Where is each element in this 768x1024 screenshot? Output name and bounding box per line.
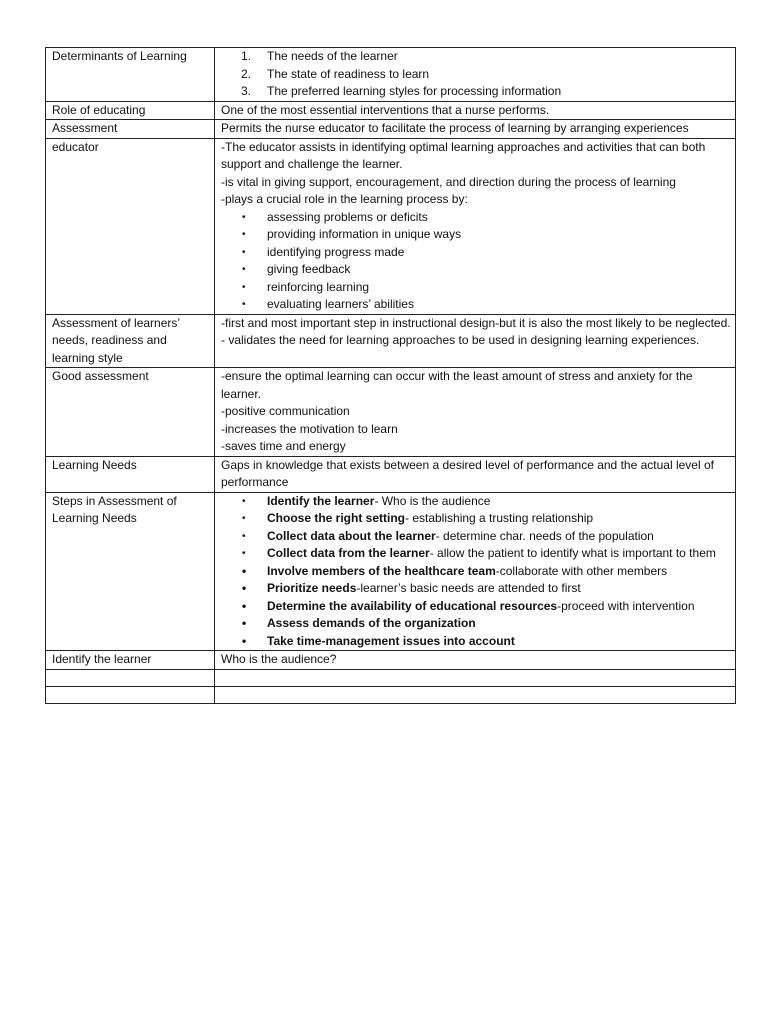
table-row [46, 314, 736, 368]
numbered-list [221, 48, 731, 101]
table-row [46, 456, 736, 492]
step-item: • Prioritize needs-learner’s basic needs are attended to first [221, 580, 731, 598]
bullet-icon: • [242, 581, 247, 595]
bullet-icon: • [242, 264, 246, 275]
term-cell: Identify the learner [46, 651, 215, 670]
table-row [46, 120, 736, 139]
bullet-icon: • [242, 246, 246, 258]
steps-list [221, 563, 731, 651]
step-item: • Choose the right setting- establishing a trusting relationship [221, 510, 731, 528]
term-cell [46, 669, 215, 686]
step-item: • Assess demands of the organization [221, 615, 731, 633]
text-line: - validates the need for learning approaches to be used in designing learning experiences. [221, 333, 700, 347]
empty-row [46, 686, 736, 703]
term-cell: Learning Needs [46, 456, 215, 492]
table-row [46, 48, 736, 102]
bullet-list [221, 209, 731, 314]
text-line: -positive communication [221, 404, 350, 418]
bullet-icon: • [242, 598, 247, 613]
step-item: • Collect data about the learner- determine char. needs of the population [221, 528, 731, 546]
term-cell: Determinants of Learning [46, 48, 215, 102]
list-item: 2. The state of readiness to learn [241, 66, 430, 81]
text-line: -is vital in giving support, encouragement, and direction during the process of learning [221, 174, 676, 189]
text-line: -plays a crucial role in the learning process by: [221, 192, 468, 206]
list-item: • reinforcing learning [221, 279, 731, 297]
list-item: • providing information in unique ways [221, 226, 731, 244]
bullet-icon: • [242, 563, 247, 578]
definition-cell [215, 686, 736, 703]
definition-cell: Gaps in knowledge that exists between a desired level of performance and the actual level of performance [215, 456, 736, 492]
empty-row [46, 669, 736, 686]
definition-cell [215, 492, 736, 651]
bullet-icon: • [242, 548, 246, 559]
term-cell: Assessment of learners’ needs, readiness and learning style [46, 314, 215, 368]
list-item: 3. The preferred learning styles for processing information [241, 84, 562, 98]
definition-cell [215, 368, 736, 457]
bullet-icon: • [242, 633, 247, 648]
step-item: • Determine the availability of educational resources-proceed with intervention [221, 598, 731, 616]
table-row [46, 138, 736, 314]
step-item: • Take time-management issues into account [221, 633, 731, 651]
text-line: -first and most important step in instructional design-but it is also the most likely to be neglected. [221, 315, 731, 330]
text-line: -saves time and energy [221, 439, 346, 453]
term-cell: Role of educating [46, 101, 215, 120]
definition-cell [215, 48, 736, 102]
steps-list [221, 493, 731, 563]
list-item: 1. The needs of the learner [241, 49, 398, 63]
list-item: • assessing problems or deficits [221, 209, 731, 227]
bullet-icon: • [242, 616, 247, 630]
step-item: • Collect data from the learner- allow the patient to identify what is important to them [221, 545, 731, 563]
term-cell: Assessment [46, 120, 215, 139]
definition-cell: Who is the audience? [215, 651, 736, 670]
definition-cell [215, 314, 736, 368]
notes-table [45, 47, 736, 704]
table-row [46, 492, 736, 651]
bullet-icon: • [242, 229, 246, 240]
table-row [46, 101, 736, 120]
step-item: • Involve members of the healthcare team-collaborate with other members [221, 563, 731, 581]
bullet-icon: • [242, 495, 246, 507]
bullet-icon: • [242, 513, 246, 524]
definition-cell: Permits the nurse educator to facilitate the process of learning by arranging experiences [215, 120, 736, 139]
term-cell: Steps in Assessment of Learning Needs [46, 492, 215, 651]
bullet-icon: • [242, 281, 246, 293]
definition-cell: One of the most essential interventions that a nurse performs. [215, 101, 736, 120]
list-item: • giving feedback [221, 261, 731, 279]
bullet-icon: • [242, 299, 246, 310]
table-row [46, 651, 736, 670]
list-item: • evaluating learners’ abilities [221, 296, 731, 314]
term-cell [46, 686, 215, 703]
step-item: • Identify the learner- Who is the audience [221, 493, 731, 511]
text-line: -The educator assists in identifying optimal learning approaches and activities that can both support and challenge the learner. [221, 139, 706, 171]
text-line: -ensure the optimal learning can occur with the least amount of stress and anxiety for the learner. [221, 369, 693, 401]
bullet-icon: • [242, 211, 246, 223]
list-item: • identifying progress made [221, 244, 731, 262]
term-cell: educator [46, 138, 215, 314]
definition-cell [215, 138, 736, 314]
text-line: -increases the motivation to learn [221, 421, 398, 436]
bullet-icon: • [242, 530, 246, 542]
table-row [46, 368, 736, 457]
term-cell: Good assessment [46, 368, 215, 457]
definition-cell [215, 669, 736, 686]
